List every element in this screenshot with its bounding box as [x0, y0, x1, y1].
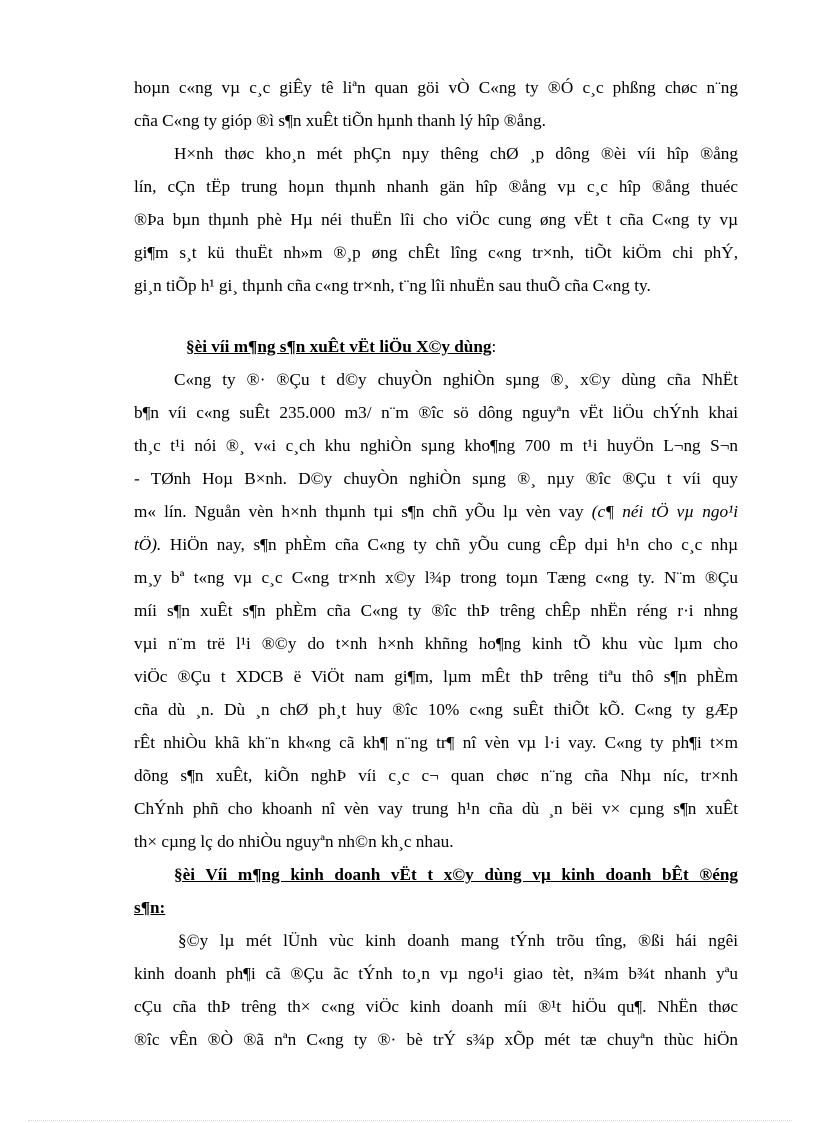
italic-note: (c¶ néi tÖ vµ ngo¹i — [591, 502, 738, 521]
text-line: cña C«ng ty gióp ®ì s¶n xuÊt tiÕn hµnh thanh lý hîp ®ång. — [134, 111, 546, 130]
text-line: C«ng ty ®· ®Çu t d©y chuyÒn nghiÒn sµng ®¸ x©y dùng cña NhËt — [174, 370, 738, 389]
text-line: th¸c t¹i nói ®¸ v«i c¸ch khu nghiÒn sµng kho¶ng 700 m t¹i huyÖn L¬ng S¬n — [134, 436, 738, 455]
text-line: §©y lµ mét lÜnh vùc kinh doanh mang tÝnh trõu tîng, ®ßi hái ngêi — [178, 931, 738, 950]
section-heading: s¶n: — [134, 898, 166, 917]
text-line: m¸y bª t«ng vµ c¸c C«ng tr×nh x©y l¾p trong toµn Tæng c«ng ty. N¨m ®Çu — [134, 568, 738, 587]
text-line: cña dù ¸n. Dù ¸n chØ ph¸t huy ®îc 10% c«ng suÊt thiÕt kÕ. C«ng ty gÆp — [134, 700, 738, 719]
text-span: m« lín. Nguån vèn h×nh thµnh tµi s¶n chñ yÕu lµ vèn vay — [134, 502, 584, 521]
section-heading-colon: : — [491, 337, 497, 356]
page-bottom-rule — [28, 1120, 792, 1121]
text-line: ChÝnh phñ cho khoanh nî vèn vay trung h¹n cña dù ¸n bëi v× cµng s¶n xuÊt — [134, 799, 738, 818]
text-line — [134, 535, 738, 555]
text-line: ®îc vÊn ®Ò ®ã nªn C«ng ty ®· bè trÝ s¾p xÕp mét tæ chuyªn thùc hiÖn — [134, 1030, 738, 1049]
text-line: rÊt nhiÒu khã kh¨n kh«ng cã kh¶ n¨ng tr¶ nî vèn vµ l·i vay. C«ng ty ph¶i t×m — [134, 733, 738, 752]
text-line: gi¶m s¸t kü thuËt nh»m ®¸p øng chÊt lîng c«ng tr×nh, tiÕt kiÖm chi phÝ, — [134, 243, 738, 262]
text-line: dõng s¶n xuÊt, kiÕn nghÞ víi c¸c c¬ quan chøc n¨ng cña Nhµ níc, tr×nh — [134, 766, 738, 785]
section-heading-text: §èi víi m¶ng s¶n xuÊt vËt liÖu X©y dùng — [186, 337, 492, 356]
text-line: th× cµng lç do nhiÒu nguyªn nh©n kh¸c nhau. — [134, 832, 454, 851]
text-line: kinh doanh ph¶i cã ®Çu ãc tÝnh to¸n vµ ngo¹i giao tèt, n¾m b¾t nhanh yªu — [134, 964, 738, 983]
text-line: ®Þa bµn thµnh phè Hµ néi thuËn lîi cho viÖc cung øng vËt t cña C«ng ty vµ — [134, 210, 738, 229]
text-line: viÖc ®Çu t XDCB ë ViÖt nam gi¶m, lµm mÊt thÞ trêng tiªu thô s¶n phÈm — [134, 667, 738, 686]
text-line: H×nh thøc kho¸n mét phÇn nµy thêng chØ ¸p dông ®èi víi hîp ®ång — [174, 144, 738, 163]
text-line: gi¸n tiÕp h¹ gi¸ thµnh cña c«ng tr×nh, t¨ng lîi nhuËn sau thuÕ cña C«ng ty. — [134, 276, 651, 295]
text-line — [134, 502, 738, 522]
text-line: cÇu cña thÞ trêng th× c«ng viÖc kinh doanh míi ®¹t hiÖu qu¶. NhËn thøc — [134, 997, 738, 1016]
text-line: - TØnh Hoµ B×nh. D©y chuyÒn nghiÒn sµng ®¸ nµy ®îc ®Çu t víi quy — [134, 469, 738, 488]
section-heading — [186, 337, 496, 357]
text-line: míi s¶n xuÊt s¶n phÈm cña C«ng ty ®îc thÞ trêng chÊp nhËn réng r·i nhng — [134, 601, 738, 620]
text-line: hoµn c«ng vµ c¸c giÊy tê liªn quan göi vÒ C«ng ty ®Ó c¸c phßng chøc n¨ng — [134, 78, 738, 97]
section-heading: §èi Víi m¶ng kinh doanh vËt t x©y dùng vµ kinh doanh bÊt ®éng — [174, 865, 738, 884]
text-line: lín, cÇn tËp trung hoµn thµnh nhanh gän hîp ®ång vµ c¸c hîp ®ång thuéc — [134, 177, 738, 196]
text-line: vµi n¨m trë l¹i ®©y do t×nh h×nh khñng ho¶ng kinh tÕ khu vùc lµm cho — [134, 634, 738, 653]
italic-note: tÖ). — [134, 535, 162, 554]
text-line: b¶n víi c«ng suÊt 235.000 m3/ n¨m ®îc sö dông nguyªn vËt liÖu chÝnh khai — [134, 403, 738, 422]
text-span: HiÖn nay, s¶n phÈm cña C«ng ty chñ yÕu cung cÊp dµi h¹n cho c¸c nhµ — [161, 535, 738, 554]
